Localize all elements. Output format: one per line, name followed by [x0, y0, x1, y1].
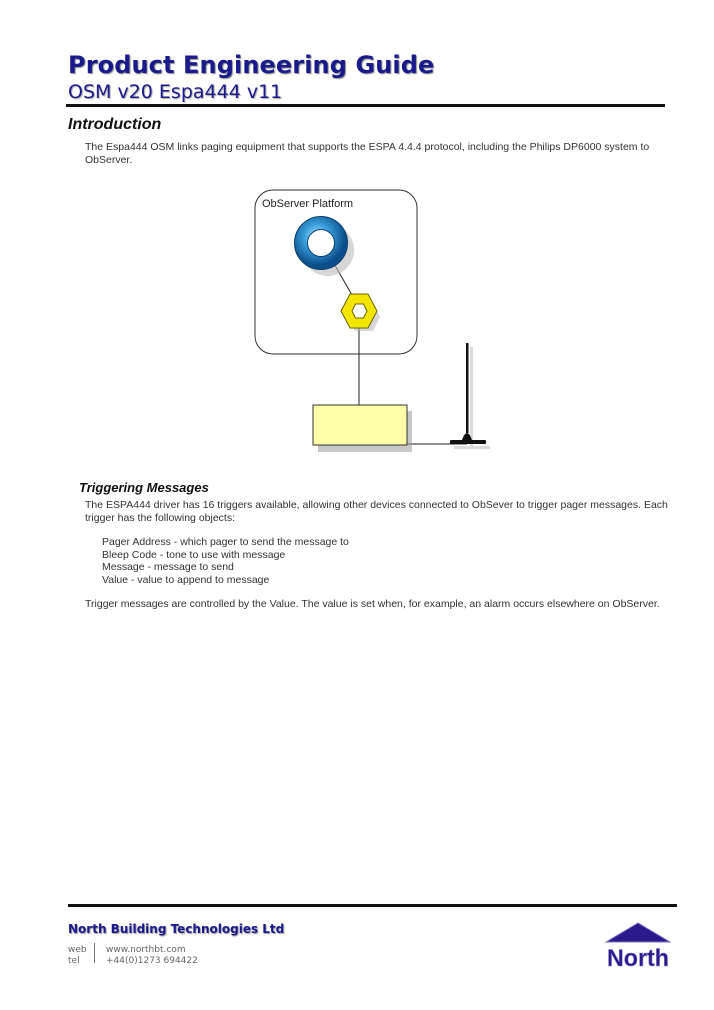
- tel-number: +44(0)1273 694422: [106, 956, 198, 966]
- trigger-objects-list: [102, 536, 502, 586]
- introduction-heading: Introduction: [68, 116, 162, 133]
- north-logo: [600, 920, 676, 972]
- paging-equipment-box: [313, 405, 412, 452]
- system-diagram: [0, 0, 714, 470]
- web-link[interactable]: www.northbt.com: [106, 945, 186, 955]
- antenna-icon: [450, 343, 490, 449]
- contact-labels: [68, 945, 87, 967]
- page-title: Product Engineering Guide: [68, 51, 435, 79]
- tel-label: tel: [68, 956, 80, 966]
- list-item: Bleep Code - tone to use with message: [102, 548, 286, 561]
- triggering-heading: Triggering Messages: [79, 480, 209, 495]
- triggering-text-2: Trigger messages are controlled by the Value. The value is set when, for example, an alarm occurs elsewhere on ObServer.: [85, 598, 660, 610]
- north-logo-text: North: [607, 945, 669, 972]
- contact-values: [106, 945, 198, 967]
- triggering-text: The ESPA444 driver has 16 triggers available, allowing other devices connected to ObSever to trigger pager messages. Each trigger has the following objects:: [85, 499, 668, 524]
- company-name: North Building Technologies Ltd: [68, 922, 285, 936]
- observer-platform-label: ObServer Platform: [262, 198, 354, 210]
- contact-separator: [94, 943, 95, 963]
- list-item: Pager Address - which pager to send the message to: [102, 536, 349, 548]
- footer-divider: [68, 904, 677, 907]
- page-subtitle: OSM v20 Espa444 v11: [68, 81, 283, 103]
- list-item: Message - message to send: [102, 561, 234, 573]
- introduction-text: The Espa444 OSM links paging equipment that supports the ESPA 4.4.4 protocol, including the Philips DP6000 system to ObServer.: [85, 141, 650, 166]
- web-label: web: [68, 945, 87, 955]
- list-item: Value - value to append to message: [102, 573, 270, 586]
